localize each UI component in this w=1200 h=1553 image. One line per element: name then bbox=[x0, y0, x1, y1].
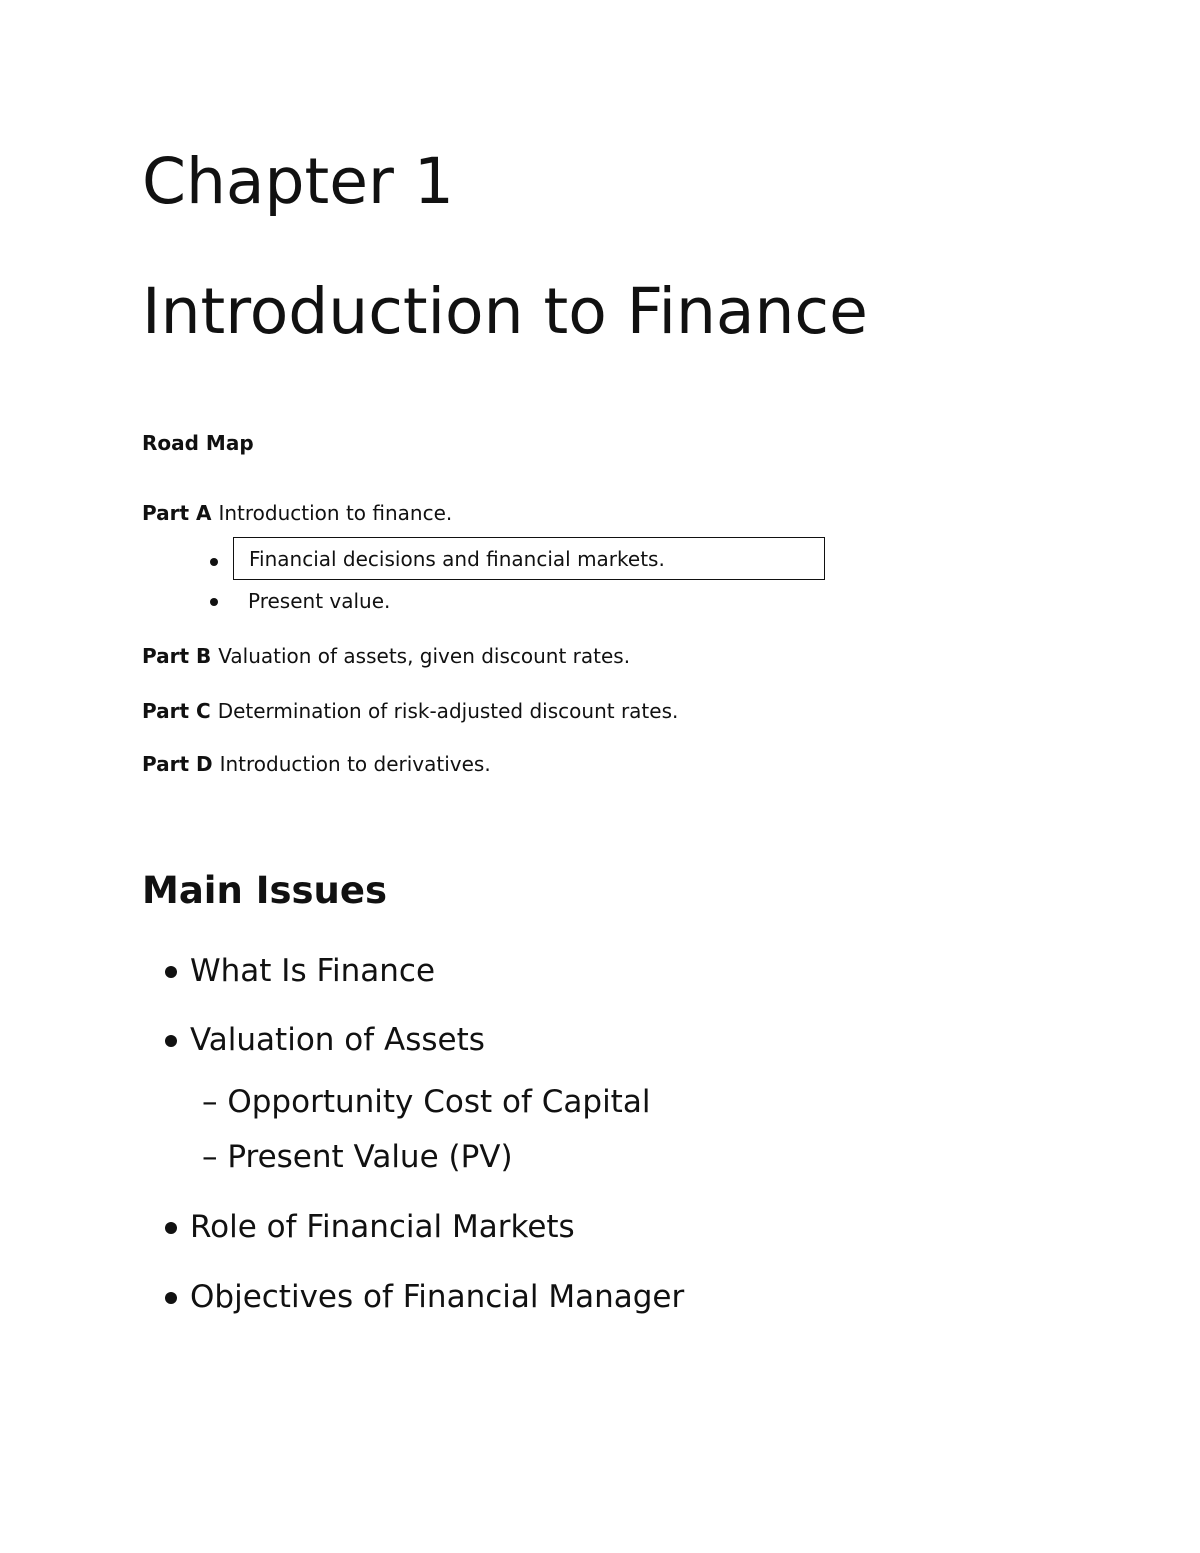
part-c-label: Part C bbox=[142, 699, 211, 723]
part-d-row bbox=[142, 754, 491, 774]
part-b-text: Valuation of assets, given discount rates. bbox=[218, 644, 631, 668]
part-c-row bbox=[142, 701, 678, 721]
chapter-title: Introduction to Finance bbox=[142, 275, 868, 348]
part-d-label: Part D bbox=[142, 752, 213, 776]
road-map-heading: Road Map bbox=[142, 431, 254, 455]
bullet-icon bbox=[165, 966, 177, 978]
issue-sub-item: – Opportunity Cost of Capital bbox=[202, 1084, 651, 1120]
bullet-icon bbox=[165, 1292, 177, 1304]
roadmap-item-text: Present value. bbox=[248, 589, 391, 613]
part-a-row bbox=[142, 503, 452, 523]
issue-item: What Is Finance bbox=[190, 953, 436, 989]
issue-sub-item: – Present Value (PV) bbox=[202, 1139, 513, 1175]
bullet-icon bbox=[165, 1222, 177, 1234]
part-b-label: Part B bbox=[142, 644, 212, 668]
bullet-icon bbox=[210, 598, 218, 606]
bullet-icon bbox=[210, 558, 218, 566]
issue-item: Valuation of Assets bbox=[190, 1022, 485, 1058]
part-c-text: Determination of risk-adjusted discount rates. bbox=[217, 699, 679, 723]
issue-item: Role of Financial Markets bbox=[190, 1209, 575, 1245]
part-a-text: Introduction to finance. bbox=[218, 501, 453, 525]
part-d-text: Introduction to derivatives. bbox=[219, 752, 491, 776]
part-b-row bbox=[142, 646, 630, 666]
issue-item: Objectives of Financial Manager bbox=[190, 1279, 685, 1315]
chapter-label: Chapter 1 bbox=[142, 145, 454, 218]
main-issues-heading: Main Issues bbox=[142, 869, 387, 912]
bullet-icon bbox=[165, 1035, 177, 1047]
roadmap-item-text: Financial decisions and financial markets. bbox=[249, 546, 665, 571]
highlighted-roadmap-item bbox=[233, 537, 825, 580]
part-a-label: Part A bbox=[142, 501, 212, 525]
